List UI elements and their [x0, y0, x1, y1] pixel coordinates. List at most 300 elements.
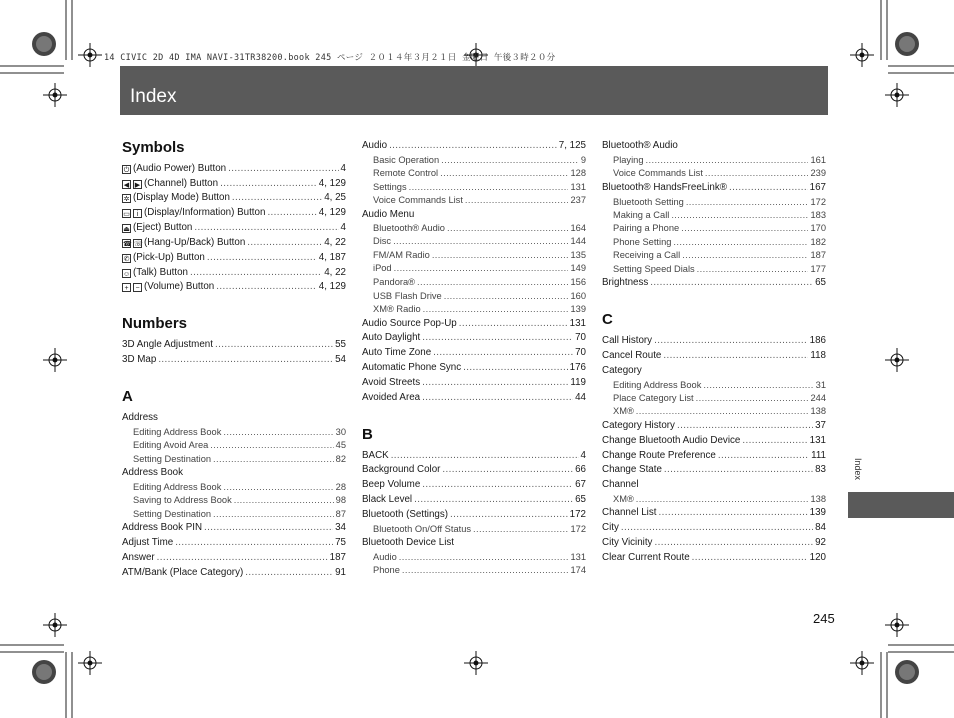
entry-text: (Volume) Button: [144, 281, 215, 292]
leader-dots: [232, 193, 322, 203]
index-entry: [602, 451, 826, 461]
index-entry: [122, 179, 346, 189]
entry-text: Saving to Address Book: [133, 495, 232, 505]
index-entry: [122, 268, 346, 278]
index-subentry: [613, 238, 826, 247]
leader-dots: [696, 394, 809, 403]
page-reference: 244: [810, 393, 826, 403]
page-reference: 30: [335, 427, 346, 437]
leader-dots: [393, 237, 568, 246]
index-entry: [122, 523, 346, 533]
leader-dots: [671, 211, 808, 220]
index-group-heading: [602, 141, 826, 151]
index-entry: [122, 223, 346, 233]
entry-text: Bluetooth Device List: [362, 537, 455, 548]
index-entry: [362, 465, 586, 475]
entry-text: Phone Setting: [613, 237, 672, 247]
index-subentry: [133, 496, 346, 505]
page-reference: 183: [810, 210, 826, 220]
leader-dots: [432, 251, 569, 260]
entry-text: (Eject) Button: [133, 222, 193, 233]
leader-dots: [157, 553, 328, 563]
page-reference: 239: [810, 168, 826, 178]
index-subentry: [373, 196, 586, 205]
button-glyph-icon: ◀: [123, 182, 130, 189]
leader-dots: [423, 305, 569, 314]
page-reference: 128: [570, 168, 586, 178]
leader-dots: [718, 451, 809, 461]
index-entry: [362, 495, 586, 505]
index-subentry: [613, 211, 826, 220]
leader-dots: [621, 523, 813, 533]
page-reference: 4: [580, 450, 586, 461]
index-subentry: [373, 525, 586, 534]
button-glyph-icon: i: [133, 209, 142, 218]
leader-dots: [223, 483, 333, 492]
index-entry: [602, 508, 826, 518]
entry-text: Change State: [602, 464, 662, 475]
leader-dots: [215, 340, 333, 350]
page-reference: 160: [570, 291, 586, 301]
button-glyph-icon: ☏: [134, 241, 143, 248]
side-tab: [848, 492, 954, 518]
section-heading: B: [362, 426, 373, 443]
entry-text: Voice Commands List: [613, 168, 703, 178]
page-reference: 119: [570, 377, 586, 388]
entry-text: Voice Commands List: [373, 195, 463, 205]
page-reference: 82: [335, 454, 346, 464]
entry-text: Channel: [602, 479, 639, 490]
page-reference: 144: [570, 236, 586, 246]
leader-dots: [663, 351, 808, 361]
page-reference: 186: [809, 335, 826, 346]
index-subentry: [373, 566, 586, 575]
index-subentry: [373, 278, 586, 287]
leader-dots: [440, 169, 568, 178]
index-subentry: [613, 156, 826, 165]
page-reference: 172: [569, 509, 586, 520]
index-entry: [122, 568, 346, 578]
entry-text: Audio: [362, 140, 388, 151]
entry-text: Editing Address Book: [613, 380, 702, 390]
page-reference: 55: [335, 339, 346, 350]
page-reference: 45: [335, 440, 346, 450]
entry-text: Background Color: [362, 464, 441, 475]
page-reference: 131: [570, 552, 586, 562]
entry-text: Address: [122, 412, 158, 423]
entry-text: ATM/Bank (Place Category): [122, 567, 244, 578]
index-subentry: [613, 251, 826, 260]
entry-text: USB Flash Drive: [373, 291, 442, 301]
entry-text: Answer: [122, 552, 155, 563]
leader-dots: [654, 336, 808, 346]
leader-dots: [409, 183, 569, 192]
entry-text: Bluetooth® Audio: [602, 140, 678, 151]
leader-dots: [216, 282, 317, 292]
leader-dots: [646, 156, 809, 165]
page-reference: 167: [809, 182, 826, 193]
page-reference: 65: [815, 277, 826, 288]
page-title: Index: [130, 86, 177, 107]
index-entry: [122, 340, 346, 350]
leader-dots: [389, 141, 557, 151]
entry-text: Adjust Time: [122, 537, 174, 548]
button-glyph-icon: ⏻: [123, 167, 130, 174]
page-reference: 156: [570, 277, 586, 287]
leader-dots: [234, 496, 334, 505]
entry-text: Audio Source Pop-Up: [362, 318, 457, 329]
page-reference: 4, 22: [324, 267, 346, 278]
entry-text: Disc: [373, 236, 392, 246]
page-reference: 4: [340, 163, 346, 174]
entry-text: Category: [602, 365, 642, 376]
entry-text: Place Category List: [613, 393, 694, 403]
index-entry: [362, 378, 586, 388]
index-subentry: [373, 183, 586, 192]
entry-text: Brightness: [602, 277, 649, 288]
leader-dots: [636, 407, 809, 416]
leader-dots: [207, 253, 317, 263]
entry-text: (Channel) Button: [144, 178, 219, 189]
page-reference: 7, 125: [558, 140, 586, 151]
entry-text: Address Book PIN: [122, 522, 203, 533]
leader-dots: [158, 355, 333, 365]
index-subentry: [373, 169, 586, 178]
index-entry: [362, 141, 586, 151]
page-reference: 67: [575, 479, 586, 490]
index-subentry: [133, 455, 346, 464]
index-subentry: [613, 224, 826, 233]
page-reference: 34: [335, 522, 346, 533]
index-entry: [602, 538, 826, 548]
leader-dots: [677, 421, 813, 431]
page-reference: 75: [335, 537, 346, 548]
leader-dots: [213, 510, 334, 519]
leader-dots: [190, 268, 322, 278]
button-glyph-icon: −: [133, 283, 142, 292]
entry-text: XM®: [613, 494, 634, 504]
index-entry: [122, 538, 346, 548]
button-glyph-icon: ⏏: [123, 226, 130, 233]
leader-dots: [391, 451, 579, 461]
index-group-heading: [122, 413, 346, 423]
index-entry: [602, 278, 826, 288]
index-subentry: [613, 407, 826, 416]
page-reference: 120: [809, 552, 826, 563]
page-reference: 176: [569, 362, 586, 373]
page-reference: 139: [809, 507, 826, 518]
page-reference: 83: [815, 464, 826, 475]
entry-text: (Hang-Up/Back) Button: [144, 237, 246, 248]
leader-dots: [442, 465, 573, 475]
page-reference: 4, 25: [324, 192, 346, 203]
leader-dots: [447, 224, 569, 233]
index-subentry: [373, 251, 586, 260]
index-entry: [602, 553, 826, 563]
index-entry: [602, 336, 826, 346]
index-entry: [602, 436, 826, 446]
leader-dots: [394, 264, 569, 273]
button-glyph-icon: ☺: [123, 271, 131, 278]
page-reference: 182: [810, 237, 826, 247]
page-reference: 138: [810, 406, 826, 416]
page-reference: 91: [335, 567, 346, 578]
leader-dots: [473, 525, 568, 534]
entry-text: iPod: [373, 263, 392, 273]
page-reference: 4, 129: [318, 207, 346, 218]
page-reference: 187: [329, 552, 346, 563]
leader-dots: [444, 292, 569, 301]
entry-text: Audio Menu: [362, 209, 415, 220]
leader-dots: [402, 566, 569, 575]
leader-dots: [650, 278, 813, 288]
index-entry: [602, 183, 826, 193]
leader-dots: [682, 251, 808, 260]
title-bar: [120, 66, 828, 115]
index-subentry: [613, 198, 826, 207]
leader-dots: [703, 381, 813, 390]
entry-text: Setting Destination: [133, 509, 212, 519]
page-reference: 4, 129: [318, 178, 346, 189]
entry-text: Black Level: [362, 494, 413, 505]
button-glyph-icon: ✆: [123, 256, 130, 263]
page-reference: 237: [570, 195, 586, 205]
entry-text: FM/AM Radio: [373, 250, 430, 260]
entry-text: Change Route Preference: [602, 450, 716, 461]
entry-text: Editing Address Book: [133, 427, 222, 437]
index-entry: [362, 319, 586, 329]
page-reference: 131: [569, 318, 586, 329]
page-reference: 135: [570, 250, 586, 260]
entry-text: Channel List: [602, 507, 657, 518]
index-subentry: [133, 428, 346, 437]
index-entry: [122, 553, 346, 563]
button-glyph-icon: ☎: [123, 241, 132, 248]
section-heading: Symbols: [122, 139, 185, 156]
page-reference: 9: [580, 155, 586, 165]
index-entry: [122, 253, 346, 263]
page-reference: 31: [815, 380, 826, 390]
index-entry: [602, 523, 826, 533]
index-subentry: [133, 510, 346, 519]
index-subentry: [613, 265, 826, 274]
leader-dots: [175, 538, 333, 548]
page-reference: 4: [340, 222, 346, 233]
leader-dots: [463, 363, 568, 373]
page-reference: 172: [810, 197, 826, 207]
entry-text: Playing: [613, 155, 644, 165]
index-group-heading: [362, 210, 586, 220]
leader-dots: [742, 436, 807, 446]
page-reference: 70: [575, 347, 586, 358]
leader-dots: [459, 319, 568, 329]
index-entry: [362, 363, 586, 373]
index-entry: [602, 351, 826, 361]
entry-text: Receiving a Call: [613, 250, 681, 260]
leader-dots: [194, 223, 338, 233]
index-subentry: [373, 292, 586, 301]
page-reference: 4, 22: [324, 237, 346, 248]
button-glyph-icon: ▶: [134, 182, 141, 189]
entry-text: (Display Mode) Button: [133, 192, 230, 203]
entry-text: (Talk) Button: [133, 267, 188, 278]
entry-text: Avoided Area: [362, 392, 421, 403]
index-entry: [122, 208, 346, 218]
section-heading: C: [602, 311, 613, 328]
entry-text: Bluetooth (Settings): [362, 509, 449, 520]
side-label: Index: [853, 458, 863, 481]
leader-dots: [223, 428, 333, 437]
page-reference: 66: [575, 464, 586, 475]
leader-dots: [210, 441, 333, 450]
page-reference: 138: [810, 494, 826, 504]
index-subentry: [373, 305, 586, 314]
print-header: 14 CIVIC 2D 4D IMA NAVI-31TR38200.book 245 ページ ２０１４年３月２１日 金曜日 午後３時２０分: [104, 53, 556, 63]
index-subentry: [373, 237, 586, 246]
entry-text: Bluetooth® Audio: [373, 223, 445, 233]
page-reference: 139: [570, 304, 586, 314]
page-reference: 4, 129: [318, 281, 346, 292]
index-entry: [362, 510, 586, 520]
leader-dots: [441, 156, 579, 165]
index-group-heading: [122, 468, 346, 478]
index-group-heading: [602, 480, 826, 490]
leader-dots: [658, 508, 807, 518]
entry-text: Cancel Route: [602, 350, 662, 361]
index-subentry: [613, 394, 826, 403]
index-entry: [362, 451, 586, 461]
leader-dots: [422, 393, 573, 403]
entry-text: Pandora®: [373, 277, 415, 287]
index-subentry: [373, 156, 586, 165]
leader-dots: [681, 224, 808, 233]
entry-text: Clear Current Route: [602, 552, 690, 563]
page-reference: 170: [810, 223, 826, 233]
index-entry: [362, 333, 586, 343]
section-heading: Numbers: [122, 315, 188, 332]
entry-text: 3D Map: [122, 354, 157, 365]
leader-dots: [213, 455, 334, 464]
entry-text: Setting Speed Dials: [613, 264, 695, 274]
index-group-heading: [362, 538, 586, 548]
index-entry: [122, 238, 346, 248]
entry-text: Phone: [373, 565, 400, 575]
leader-dots: [414, 495, 573, 505]
index-subentry: [373, 264, 586, 273]
leader-dots: [692, 553, 808, 563]
entry-text: XM®: [613, 406, 634, 416]
entry-text: Basic Operation: [373, 155, 440, 165]
leader-dots: [450, 510, 568, 520]
entry-text: (Audio Power) Button: [133, 163, 227, 174]
entry-text: Bluetooth® HandsFreeLink®: [602, 182, 727, 193]
page-reference: 172: [570, 524, 586, 534]
leader-dots: [247, 238, 322, 248]
entry-text: Editing Address Book: [133, 482, 222, 492]
page-reference: 44: [575, 392, 586, 403]
entry-text: XM® Radio: [373, 304, 421, 314]
leader-dots: [654, 538, 813, 548]
button-glyph-icon: ✲: [123, 196, 130, 203]
index-entry: [362, 348, 586, 358]
page-reference: 131: [809, 435, 826, 446]
entry-text: Audio: [373, 552, 397, 562]
index-entry: [122, 355, 346, 365]
button-glyph-icon: +: [122, 283, 131, 292]
index-entry: [362, 393, 586, 403]
leader-dots: [422, 333, 573, 343]
page-reference: 149: [570, 263, 586, 273]
index-entry: [602, 465, 826, 475]
index-entry: [122, 164, 346, 174]
entry-text: Automatic Phone Sync: [362, 362, 462, 373]
leader-dots: [228, 164, 338, 174]
entry-text: Beep Volume: [362, 479, 421, 490]
index-subentry: [373, 224, 586, 233]
page-reference: 87: [335, 509, 346, 519]
page-reference: 84: [815, 522, 826, 533]
index-entry: [602, 421, 826, 431]
index-subentry: [133, 441, 346, 450]
page-reference: 54: [335, 354, 346, 365]
entry-text: Pairing a Phone: [613, 223, 680, 233]
leader-dots: [399, 553, 569, 562]
page-reference: 118: [810, 350, 826, 361]
leader-dots: [245, 568, 333, 578]
page-reference: 28: [335, 482, 346, 492]
entry-text: Avoid Streets: [362, 377, 421, 388]
page-number: 245: [813, 611, 835, 626]
entry-text: Bluetooth Setting: [613, 197, 684, 207]
entry-text: Address Book: [122, 467, 183, 478]
entry-text: BACK: [362, 450, 389, 461]
entry-text: Making a Call: [613, 210, 670, 220]
entry-text: (Pick-Up) Button: [133, 252, 205, 263]
leader-dots: [673, 238, 808, 247]
leader-dots: [267, 208, 316, 218]
leader-dots: [636, 495, 809, 504]
leader-dots: [686, 198, 809, 207]
leader-dots: [465, 196, 569, 205]
entry-text: City: [602, 522, 619, 533]
leader-dots: [204, 523, 333, 533]
index-subentry: [613, 381, 826, 390]
entry-text: Editing Avoid Area: [133, 440, 209, 450]
leader-dots: [417, 278, 568, 287]
entry-text: Bluetooth On/Off Status: [373, 524, 472, 534]
page-reference: 177: [810, 264, 826, 274]
entry-text: City Vicinity: [602, 537, 653, 548]
leader-dots: [220, 179, 317, 189]
index-entry: [122, 282, 346, 292]
page-reference: 65: [575, 494, 586, 505]
entry-text: 3D Angle Adjustment: [122, 339, 213, 350]
leader-dots: [697, 265, 809, 274]
page-reference: 37: [815, 420, 826, 431]
entry-text: (Display/Information) Button: [144, 207, 266, 218]
index-group-heading: [602, 366, 826, 376]
entry-text: Category History: [602, 420, 675, 431]
leader-dots: [433, 348, 573, 358]
index-subentry: [613, 169, 826, 178]
page-reference: 70: [575, 332, 586, 343]
leader-dots: [729, 183, 808, 193]
leader-dots: [664, 465, 813, 475]
entry-text: Auto Time Zone: [362, 347, 432, 358]
index-entry: [362, 480, 586, 490]
page-reference: 161: [810, 155, 826, 165]
page-reference: 111: [811, 450, 826, 461]
